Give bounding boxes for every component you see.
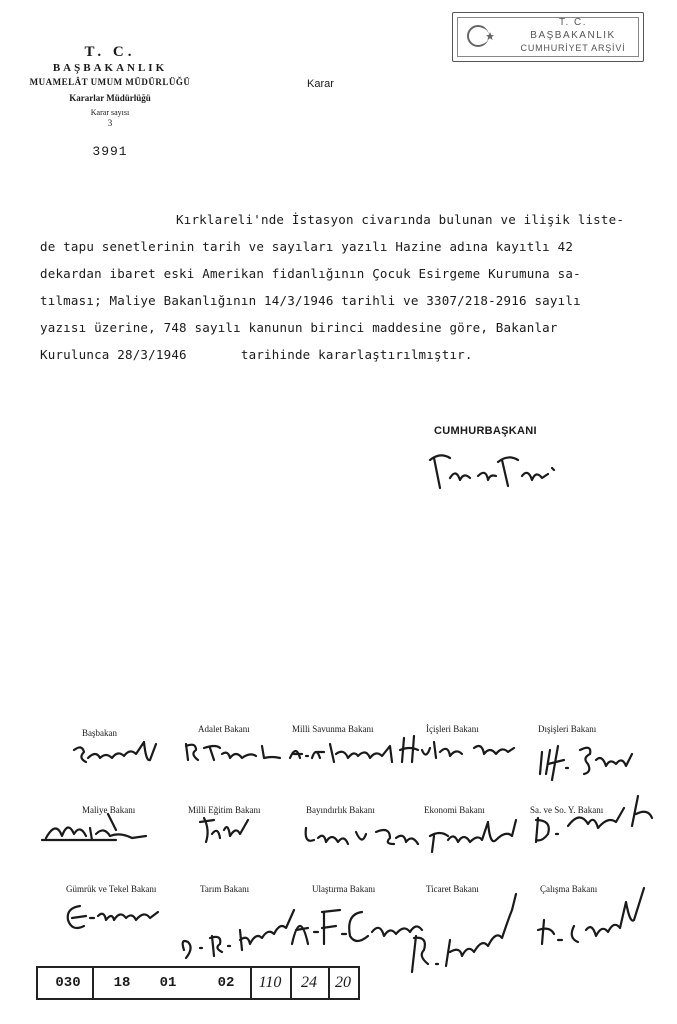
archive-code-file: 110	[258, 974, 282, 991]
signature-maliye	[36, 810, 156, 850]
stamp-line-2: BAŞBAKANLIK	[530, 30, 616, 41]
signature-icisleri	[396, 730, 526, 770]
letterhead-karar-sayisi-label: Karar sayısı	[90, 108, 130, 117]
signature-gumruk	[60, 892, 170, 942]
minister-label-saglik: Sa. ve So. Y. Bakanı	[530, 805, 604, 815]
letterhead-kararlar: Kararlar Müdürlüğü	[69, 93, 151, 103]
letterhead-tc: T. C.	[84, 44, 136, 60]
signature-calisma	[534, 880, 654, 950]
minister-label-disisleri: Dışişleri Bakanı	[538, 724, 597, 734]
body-line-3: dekardan ibaret eski Amerikan fidanlığının Çocuk Esirgeme Kurumuna sa-	[40, 266, 581, 281]
letterhead-basbakanlik: BAŞBAKANLIK	[52, 62, 168, 74]
minister-label-calisma: Çalışma Bakanı	[540, 884, 598, 894]
minister-label-ulastirma: Ulaştırma Bakanı	[312, 884, 376, 894]
president-signature	[426, 438, 566, 498]
signature-ticaret	[402, 880, 532, 980]
body-line-1: Kırklareli'nde İstasyon civarında bulunan ve ilişik liste-	[176, 212, 625, 227]
signature-ekonomi	[426, 812, 526, 858]
signature-disisleri	[536, 740, 646, 784]
minister-label-ekonomi: Ekonomi Bakanı	[424, 805, 485, 815]
minister-label-gumruk: Gümrük ve Tekel Bakanı	[66, 884, 157, 894]
signature-basbakan	[66, 732, 166, 772]
decision-number: 3991	[92, 144, 128, 159]
signature-saglik	[528, 790, 668, 850]
letterhead-karar-sayisi-value: 3	[107, 118, 113, 128]
stamp-line-1: T. C.	[558, 17, 588, 28]
archive-stamp	[452, 12, 644, 62]
archive-code-series: 18	[113, 975, 131, 991]
minister-label-maliye: Maliye Bakanı	[82, 805, 136, 815]
minister-label-milli-savunma: Milli Savunma Bakanı	[292, 724, 374, 734]
body-line-6: Kurulunca 28/3/1946 tarihinde kararlaştırılmıştır.	[40, 347, 473, 362]
signature-adalet	[180, 736, 300, 766]
body-line-5: yazısı üzerine, 748 sayılı kanunun birinci maddesine göre, Bakanlar	[40, 320, 558, 335]
archive-code-box-no: 02	[217, 975, 235, 991]
signature-bayindirlik	[300, 818, 430, 852]
signature-milli-savunma	[286, 734, 406, 768]
minister-label-bayindirlik: Bayındırlık Bakanı	[306, 805, 375, 815]
signature-milli-egitim	[196, 812, 256, 848]
archive-code-box	[36, 966, 360, 1000]
body-line-4: tılması; Maliye Bakanlığının 14/3/1946 tarihli ve 3307/218-2916 sayılı	[40, 293, 581, 308]
president-title: CUMHURBAŞKANI	[434, 425, 537, 437]
minister-label-milli-egitim: Milli Eğitim Bakanı	[188, 805, 261, 815]
archive-code-subseries: 01	[159, 975, 177, 991]
minister-label-icisleri: İçişleri Bakanı	[426, 724, 479, 734]
minister-label-tarim: Tarım Bakanı	[200, 884, 250, 894]
document-heading: Karar	[307, 78, 334, 90]
archive-code-sequence: 20	[335, 974, 351, 991]
crescent-star-icon	[463, 21, 499, 51]
minister-label-ticaret: Ticaret Bakanı	[426, 884, 479, 894]
minister-label-adalet: Adalet Bakanı	[198, 724, 250, 734]
stamp-line-3: CUMHURİYET ARŞİVİ	[520, 43, 626, 53]
archive-code-fond: 030	[55, 975, 81, 991]
body-line-2: de tapu senetlerinin tarih ve sayıları yazılı Hazine adına kayıtlı 42	[40, 239, 574, 254]
archive-code-folder: 24	[301, 974, 317, 991]
minister-label-basbakan: Başbakan	[82, 728, 117, 738]
letterhead-muamelat: MUAMELÂT UMUM MÜDÜRLÜĞÜ	[29, 77, 191, 87]
